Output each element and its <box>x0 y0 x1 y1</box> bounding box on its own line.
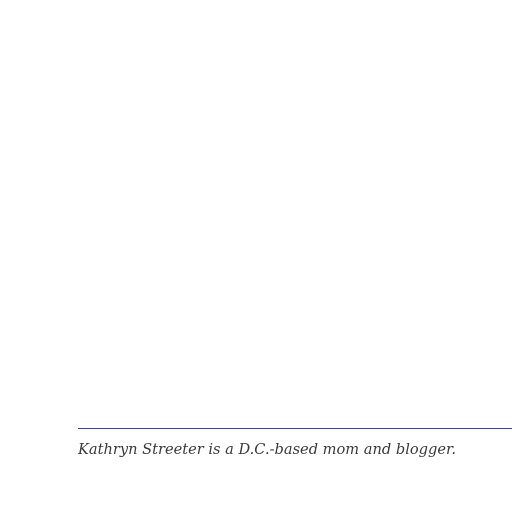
footer-divider <box>78 428 512 429</box>
author-byline: Kathryn Streeter is a D.C.-based mom and blogger. <box>78 441 456 458</box>
